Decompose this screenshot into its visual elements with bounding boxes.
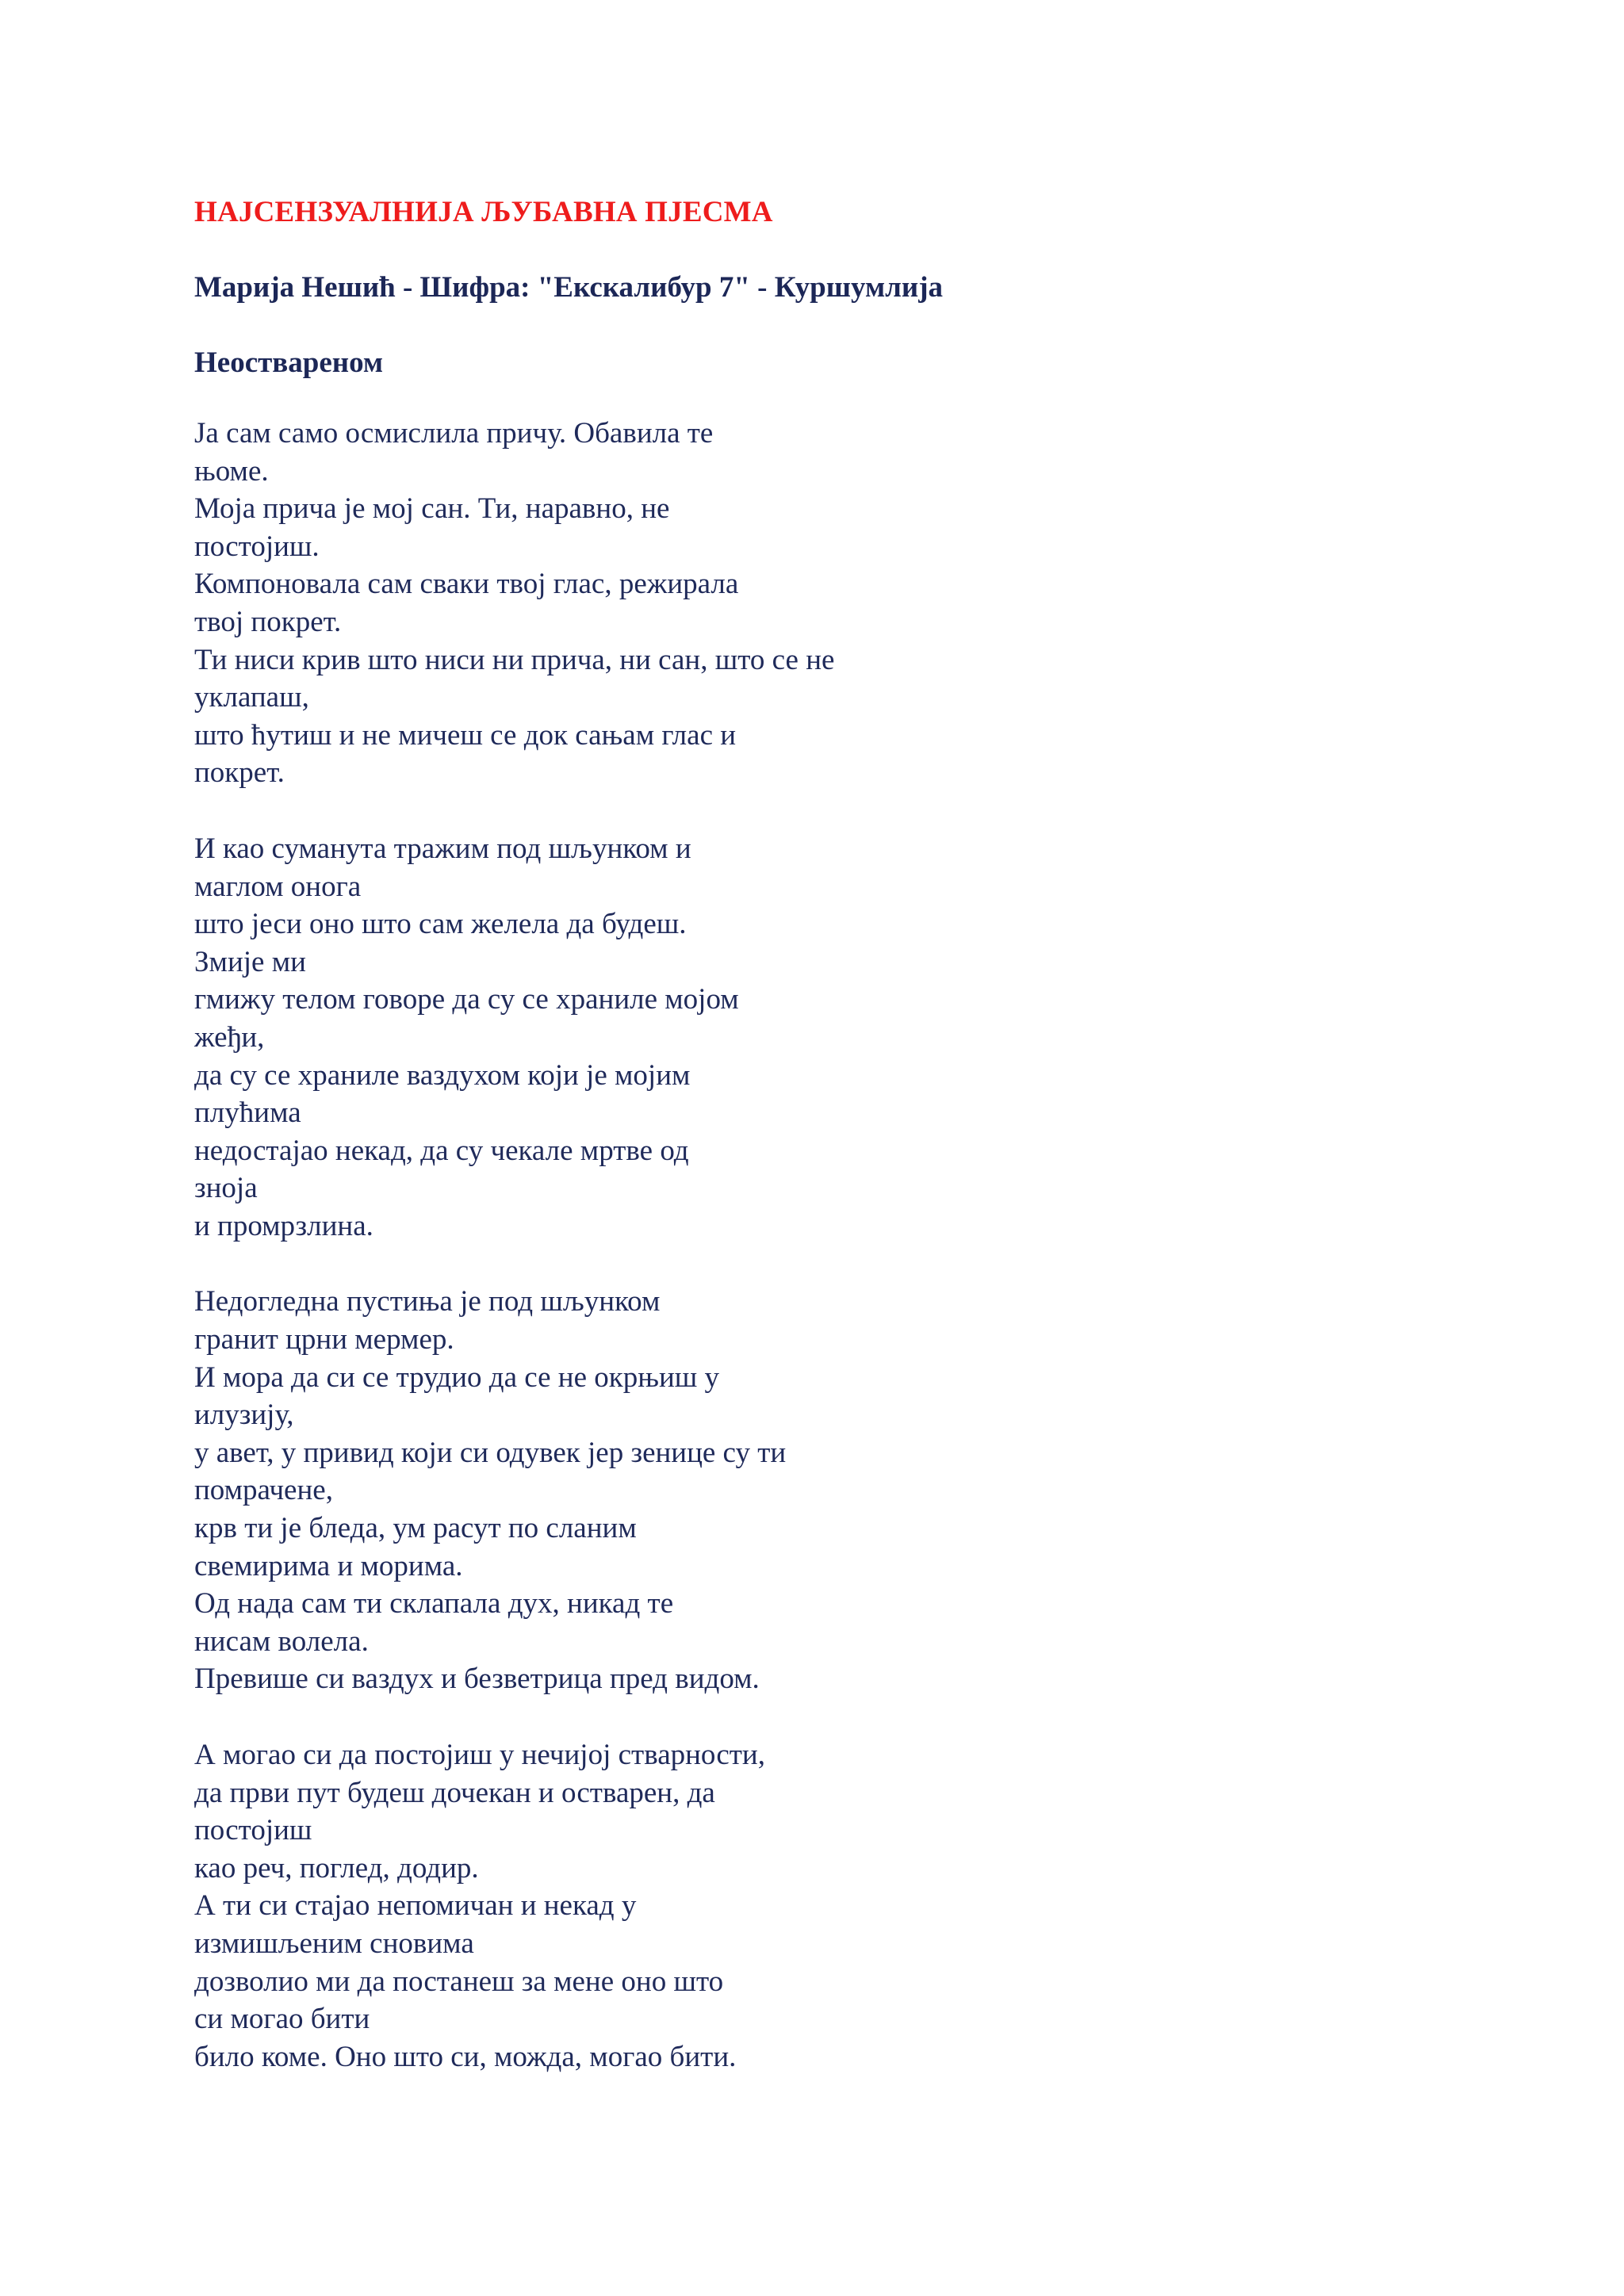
poem-title: Неоствареном	[194, 346, 384, 379]
poem-line: жеђи,	[194, 1020, 265, 1054]
poem-line: И мора да си се трудио да се не окрњиш у	[194, 1360, 720, 1394]
poem-line: покрет.	[194, 756, 285, 790]
poem-line: Компоновала сам сваки твој глас, режирала	[194, 568, 739, 601]
poem-line: нисам волела.	[194, 1624, 369, 1658]
poem-line: си могао бити	[194, 2003, 370, 2036]
poem-line: уклапаш,	[194, 681, 309, 714]
poem-line: гмижу телом говоре да су се храниле мојом	[194, 983, 739, 1016]
poem-line: што ћутиш и не мичеш се док сањам глас и	[194, 718, 737, 752]
poem-line: зноја	[194, 1172, 258, 1205]
poem-line: Од нада сам ти склапала дух, никад те	[194, 1587, 674, 1621]
poem-line: А могао си да постојиш у нечијој стварности,	[194, 1739, 765, 1771]
poem-line: Недогледна пустиња је под шљунком	[194, 1285, 661, 1318]
poem-line: маглом онога	[194, 870, 362, 903]
poem-body	[194, 415, 1431, 2076]
document-page	[194, 189, 1431, 2114]
poem-line: И као суманута тражим под шљунком и	[194, 832, 691, 865]
poem-line: илузију,	[194, 1399, 294, 1432]
poem-line: да су се храниле ваздухом који је мојим	[194, 1058, 691, 1092]
poem-line: као реч, поглед, додир.	[194, 1851, 479, 1885]
poem-stanza	[194, 830, 1431, 1246]
poem-line: постојиш.	[194, 530, 320, 563]
poem-line: свемирима и морима.	[194, 1549, 463, 1582]
poem-line: њоме.	[194, 454, 269, 488]
document-title: НАЈСЕНЗУАЛНИЈА ЉУБАВНА ПЈЕСМА	[194, 196, 773, 228]
poem-stanza	[194, 1283, 1431, 1698]
poem-line: постојиш	[194, 1814, 312, 1847]
poem-stanza	[194, 1736, 1431, 2076]
poem-line: Моја прича је мој сан. Ти, наравно, не	[194, 492, 670, 526]
poem-line: дозволио ми да постанеш за мене оно што	[194, 1965, 724, 1998]
poem-line: измишљеним сновима	[194, 1927, 474, 1960]
poem-line: и промрзлина.	[194, 1209, 373, 1242]
poem-line: крв ти је бледа, ум расут по сланим	[194, 1512, 637, 1545]
poem-line: недостајао некад, да су чекале мртве од	[194, 1134, 689, 1167]
author-line: Марија Нешић - Шифра: "Екскалибур 7" - Куршумлија	[194, 271, 944, 304]
poem-line: било коме. Оно што си, можда, могао бити.	[194, 2040, 737, 2073]
poem-line: у авет, у привид који си одувек јер зенице су ти	[194, 1436, 787, 1469]
poem-line: твој покрет.	[194, 605, 342, 638]
poem-line: плућима	[194, 1096, 301, 1130]
poem-line: Ја сам само осмислила причу. Обавила те	[194, 417, 714, 450]
poem-line: А ти си стајао непомичан и некад у	[194, 1889, 637, 1923]
poem-line: гранит црни мермер.	[194, 1323, 454, 1357]
poem-line: Змије ми	[194, 945, 306, 978]
poem-line: помрачене,	[194, 1474, 333, 1507]
poem-line: Превише си ваздух и безветрица пред видом.	[194, 1663, 760, 1696]
poem-line: да први пут будеш дочекан и остварен, да	[194, 1776, 715, 1809]
poem-line: Ти ниси крив што ниси ни прича, ни сан, што се не	[194, 643, 835, 676]
poem-line: што јеси оно што сам желела да будеш.	[194, 908, 687, 941]
poem-stanza	[194, 415, 1431, 792]
